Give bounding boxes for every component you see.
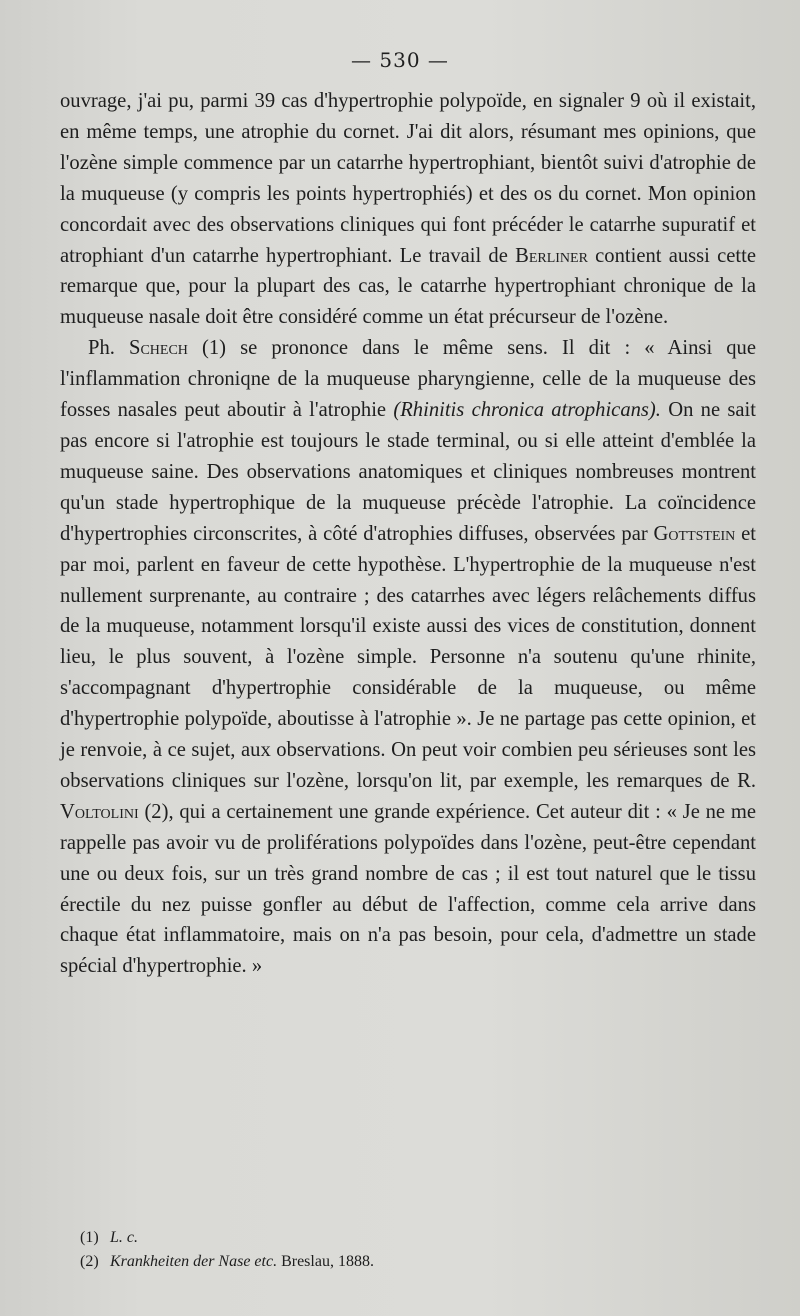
- paragraph: [60, 86, 756, 333]
- text-run: (2), qui a certainement une grande expérience. Cet auteur dit : « Je ne me rappelle pas avoir vu de proliférations polypoïdes dans l'ozène, peut-être cependant une ou deux fois, sur un très grand nombre de cas ; il est tout naturel que le tissu érectile du nez puisse gonfler au début de l'affection, comme cela arrive dans chaque état inflammatoire, mais on n'a pas besoin, pour cela, d'admettre un stade spécial d'hypertrophie. »: [60, 800, 756, 978]
- author-name: Gottstein: [653, 522, 736, 545]
- footnotes: [80, 1226, 740, 1274]
- footnote-number: (2): [80, 1253, 99, 1270]
- text-run: ouvrage, j'ai pu, parmi 39 cas d'hypertrophie polypoïde, en signaler 9 où il existait, en même temps, une atrophie du cornet. J'ai dit alors, résumant mes opinions, que l'ozène simple commence par un catarrhe hypertrophiant, bientôt suivi d'atrophie de la muqueuse (y compris les points hypertrophiés) et des os du cornet. Mon opinion concordait avec des observations cliniques qui font précéder le catarrhe supuratif et atrophiant d'un catarrhe hypertrophiant. Le travail de: [60, 90, 756, 267]
- text-run: contient aussi cette remarque que, pour la plupart des cas, le catarrhe hypertrophiant chronique de la muqueuse nasale doit être considéré comme un état précurseur de l'ozène.: [60, 244, 756, 329]
- footnote-text: Krankheiten der Nase etc.: [110, 1253, 278, 1270]
- footnote: [80, 1226, 740, 1250]
- paragraph: [60, 333, 756, 982]
- author-name: Voltolini: [60, 800, 139, 823]
- text-run: et par moi, parlent en faveur de cette hypothèse. L'hypertrophie de la muqueuse n'est nullement surprenante, au contraire ; des catarrhes avec légers relâchements diffus de la muqueuse, notamment lorsqu'il existe aussi des vices de constitution, donnent lieu, le plus souvent, à l'ozène simple. Personne n'a soutenu qu'une rhinite, s'accompagnant d'hypertrophie considérable de la muqueuse, ou même d'hypertrophie polypoïde, aboutisse à l'atrophie ». Je ne partage pas cette opinion, et je renvoie, à ce sujet, aux observations. On peut voir combien peu sérieuses sont les observations cliniques sur l'ozène, lorsqu'on lit, par exemple, les remarques de R.: [60, 522, 756, 792]
- footnote-text: L. c.: [110, 1229, 138, 1246]
- text-run: On ne sait pas encore si l'atrophie est toujours le stade terminal, ou si elle atteint d'emblée la muqueuse saine. Des observations anatomiques et cliniques nombreuses montrent qu'un stade hypertrophique de la muqueuse précède l'atrophie. La coïncidence d'hypertrophies circonscrites, à côté d'atrophies diffuses, observées par: [60, 399, 756, 545]
- author-name: Schech: [129, 337, 188, 360]
- body-text: [60, 86, 756, 982]
- footnote-text: Breslau, 1888.: [277, 1253, 374, 1270]
- page-number: — 530 —: [351, 48, 449, 72]
- text-run: (1) se prononce dans le même sens. Il dit : « Ainsi que l'inflammation chroniqne de la muqueuse pharyngienne, celle de la muqueuse des fosses nasales peut aboutir à l'atrophie: [60, 337, 756, 422]
- footnote: [80, 1250, 740, 1274]
- text-run: Ph.: [88, 337, 129, 360]
- footnote-number: (1): [80, 1229, 99, 1246]
- author-name: Berliner: [515, 244, 588, 267]
- italic-text: (Rhinitis chronica atrophicans).: [393, 399, 661, 422]
